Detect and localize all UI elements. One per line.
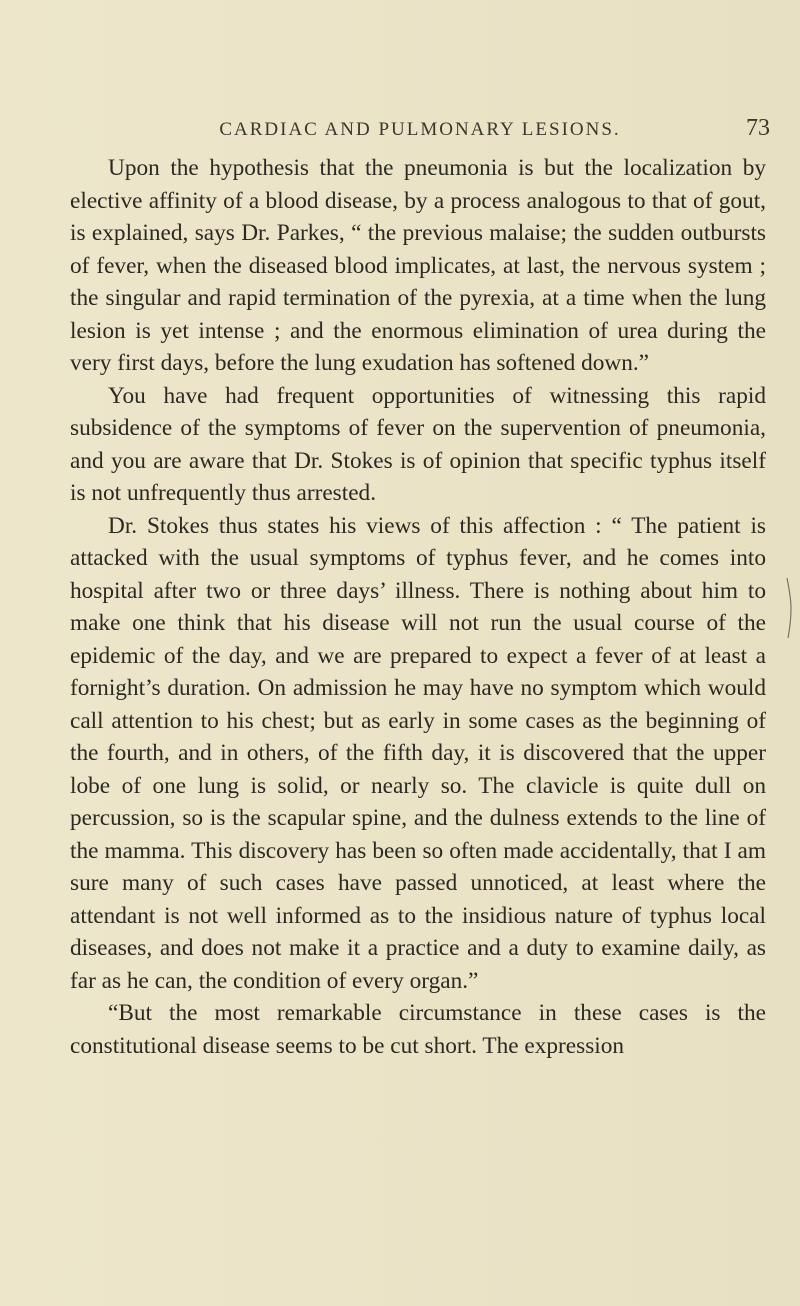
paragraph: Upon the hypothesis that the pneumonia is but the localization by elective affinity of a blood disease, by a process analogous to that of gout, is explained, says Dr. Parkes, “ the previous malaise; the sudden outbursts of fever, when the diseased blood implicates, at last, the nervous system ; the singular and rapid termination of the pyrexia, at a time when the lung lesion is yet intense ; and the enormous elimination of urea during the very first days, before the lung exudation has softened down.” bbox=[70, 155, 766, 376]
paragraph: Dr. Stokes thus states his views of this affection : “ The patient is attacked with the usual symptoms of typhus fever, and he comes into hospital after two or three days’ illness. There is nothing about him to make one think that his disease will not run the usual course of the epidemic of the day, and we are prepared to expect a fever of at least a fornight’s duration. On admission he may have no symptom which would call attention to his chest; but as early in some cases as the beginning of the fourth, and in others, of the fifth day, it is discovered that the upper lobe of one lung is solid, or nearly so. The clavicle is quite dull on percussion, so is the scapular spine, and the dulness extends to the line of the mamma. This discovery has been so often made accidentally, that I am sure many of such cases have passed unnoticed, at least where the attendant is not well informed as to the insidious nature of typhus local diseases, and does not make it a practice and a duty to examine daily, as far as he can, the condition of every organ.” bbox=[70, 512, 766, 994]
running-head bbox=[70, 115, 770, 149]
paragraph: “But the most remarkable circumstance in these cases is the constitutional disease seems to be cut short. The expression bbox=[70, 1000, 766, 1059]
running-title: CARDIAC AND PULMONARY LESIONS. bbox=[219, 119, 621, 140]
margin-pencil-mark bbox=[786, 578, 794, 638]
page-number: 73 bbox=[746, 115, 770, 141]
paragraph: You have had frequent opportunities of witnessing this rapid subsidence of the symptoms of fever on the supervention of pneumonia, and you are aware that Dr. Stokes is of opinion that specific typhus itself is not unfrequently thus arrested. bbox=[70, 382, 766, 506]
body-text bbox=[70, 152, 766, 1062]
